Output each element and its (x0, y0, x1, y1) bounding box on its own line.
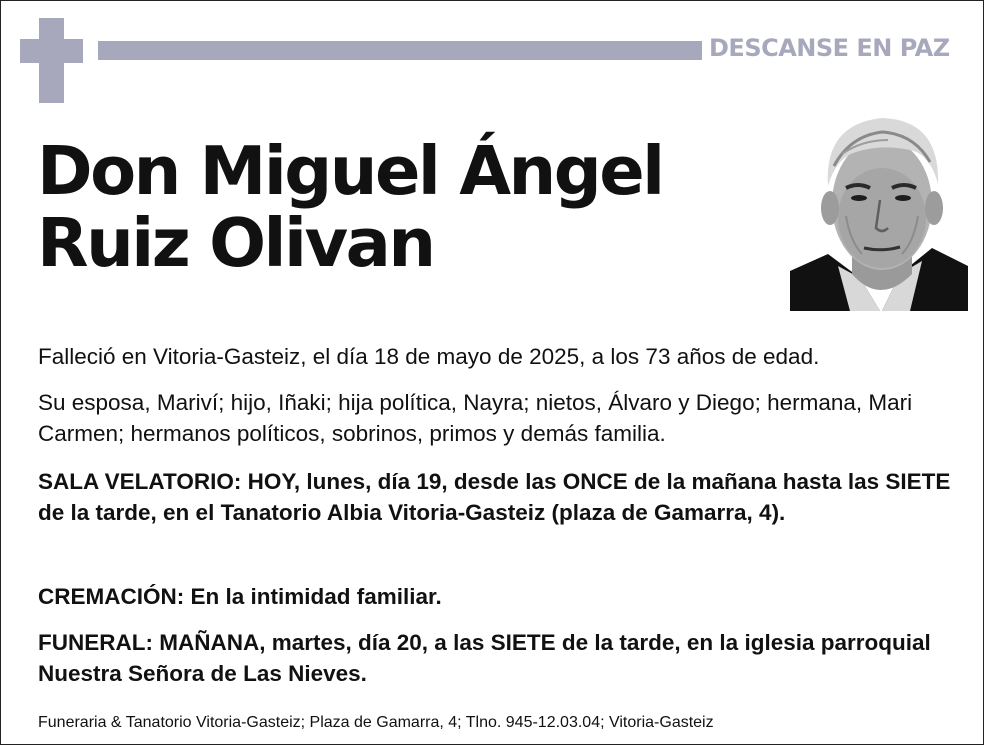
wake-paragraph: SALA VELATORIO: HOY, lunes, día 19, desde las ONCE de la mañana hasta las SIETE de la tarde, en el Tanatorio Albia Vitoria-Gasteiz (plaza de Gamarra, 4). (38, 469, 951, 525)
family-paragraph: Su esposa, Mariví; hijo, Iñaki; hija política, Nayra; nietos, Álvaro y Diego; hermana, Mari Carmen; hermanos políticos, sobrinos, primos y demás familia. (38, 390, 913, 446)
funeral-home-footer: Funeraria & Tanatorio Vitoria-Gasteiz; Plaza de Gamarra, 4; Tlno. 945-12.03.04; Vitoria-Gasteiz (38, 714, 714, 731)
deceased-name-line2: Ruiz Olivan (37, 204, 434, 282)
deceased-portrait-photo (790, 106, 968, 311)
cross-horizontal-bar (20, 39, 83, 63)
header-title: DESCANSE EN PAZ (709, 34, 950, 62)
portrait-illustration (790, 106, 968, 311)
header-rule (98, 41, 702, 60)
cremation-paragraph: CREMACIÓN: En la intimidad familiar. (38, 584, 442, 609)
death-notice-paragraph: Falleció en Vitoria-Gasteiz, el día 18 de mayo de 2025, a los 73 años de edad. (38, 344, 820, 369)
funeral-paragraph: FUNERAL: MAÑANA, martes, día 20, a las SIETE de la tarde, en la iglesia parroquial Nuestra Señora de Las Nieves. (38, 630, 931, 686)
deceased-name-line1: Don Miguel Ángel (37, 132, 663, 210)
deceased-name (37, 132, 737, 282)
